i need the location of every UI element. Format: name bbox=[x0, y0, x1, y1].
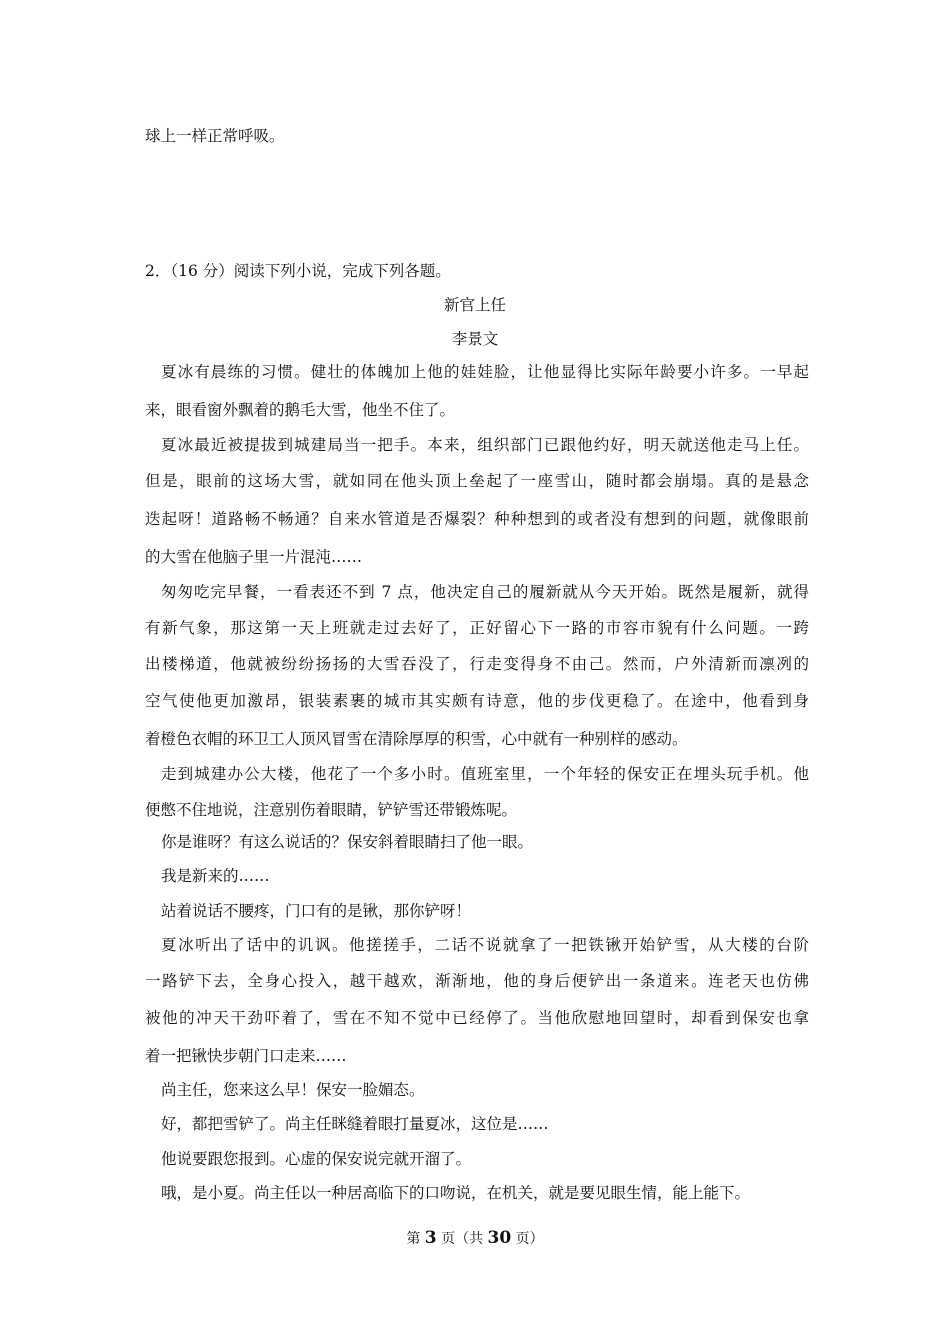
top-fragment-line: 球上一样正常呼吸。 bbox=[145, 127, 285, 145]
story-line: 你是谁呀？有这么说话的？保安斜着眼睛扫了他一眼。 bbox=[161, 833, 534, 851]
story-line: 着橙色衣帽的环卫工人顶风冒雪在清除厚厚的积雪，心中就有一种别样的感动。 bbox=[145, 730, 688, 748]
footer-suffix: 页） bbox=[515, 1231, 544, 1247]
story-line: 但是，眼前的这场大雪，就如同在他头顶上垒起了一座雪山，随时都会崩塌。真的是悬念 bbox=[145, 472, 809, 490]
page-footer bbox=[0, 1226, 950, 1251]
page-number: 3 bbox=[424, 1228, 437, 1248]
footer-prefix: 第 bbox=[406, 1231, 421, 1247]
story-line: 有新气象，那这第一天上班就走过去好了，正好留心下一路的市容市貌有什么问题。一跨 bbox=[145, 619, 809, 637]
story-line: 着一把锹快步朝门口走来…… bbox=[145, 1047, 347, 1065]
total-pages: 30 bbox=[487, 1228, 512, 1248]
story-line: 的大雪在他脑子里一片混沌…… bbox=[145, 548, 363, 566]
story-line: 我是新来的…… bbox=[161, 867, 270, 885]
question-heading: 2．（16 分）阅读下列小说，完成下列各题。 bbox=[145, 262, 451, 280]
story-author: 李景文 bbox=[451, 330, 499, 348]
footer-middle: 页（共 bbox=[441, 1231, 484, 1247]
story-line: 空气使他更加激昂，银装素裹的城市其实颇有诗意，他的步伐更稳了。在途中，他看到身 bbox=[145, 692, 809, 710]
story-line: 他说要跟您报到。心虚的保安说完就开溜了。 bbox=[161, 1150, 472, 1168]
story-title: 新官上任 bbox=[443, 296, 506, 314]
story-line: 匆匆吃完早餐，一看表还不到 7 点，他决定自己的履新就从今天开始。既然是履新，就得 bbox=[161, 583, 809, 601]
story-line: 出楼梯道，他就被纷纷扬扬的大雪吞没了，行走变得身不由己。然而，户外清新而凛冽的 bbox=[145, 655, 809, 673]
story-line: 一路铲下去，全身心投入，越干越欢，渐渐地，他的身后便铲出一条道来。连老天也仿佛 bbox=[145, 972, 809, 990]
story-line: 好，都把雪铲了。尚主任眯缝着眼打量夏冰，这位是…… bbox=[161, 1115, 549, 1133]
story-line: 夏冰最近被提拔到城建局当一把手。本来，组织部门已跟他约好，明天就送他走马上任。 bbox=[161, 436, 809, 454]
story-line: 被他的冲天干劲吓着了，雪在不知不觉中已经停了。当他欣慰地回望时，却看到保安也拿 bbox=[145, 1009, 809, 1027]
story-line: 便憋不住地说，注意别伤着眼睛，铲铲雪还带锻炼呢。 bbox=[145, 801, 518, 819]
story-line: 尚主任，您来这么早！保安一脸媚态。 bbox=[161, 1081, 425, 1099]
story-line: 夏冰有晨练的习惯。健壮的体魄加上他的娃娃脸，让他显得比实际年龄要小许多。一早起 bbox=[161, 363, 809, 381]
story-line: 来，眼看窗外飘着的鹅毛大雪，他坐不住了。 bbox=[145, 401, 456, 419]
story-line: 站着说话不腰疼，门口有的是锹，那你铲呀！ bbox=[161, 902, 472, 920]
story-line: 哦，是小夏。尚主任以一种居高临下的口吻说，在机关，就是要见眼生情，能上能下。 bbox=[161, 1184, 751, 1202]
story-line: 夏冰听出了话中的讥讽。他搓搓手，二话不说就拿了一把铁锹开始铲雪，从大楼的台阶 bbox=[161, 936, 809, 954]
story-line: 迭起呀！道路畅不畅通？自来水管道是否爆裂？种种想到的或者没有想到的问题，就像眼前 bbox=[145, 510, 809, 528]
story-line: 走到城建办公大楼，他花了一个多小时。值班室里，一个年轻的保安正在埋头玩手机。他 bbox=[161, 765, 809, 783]
